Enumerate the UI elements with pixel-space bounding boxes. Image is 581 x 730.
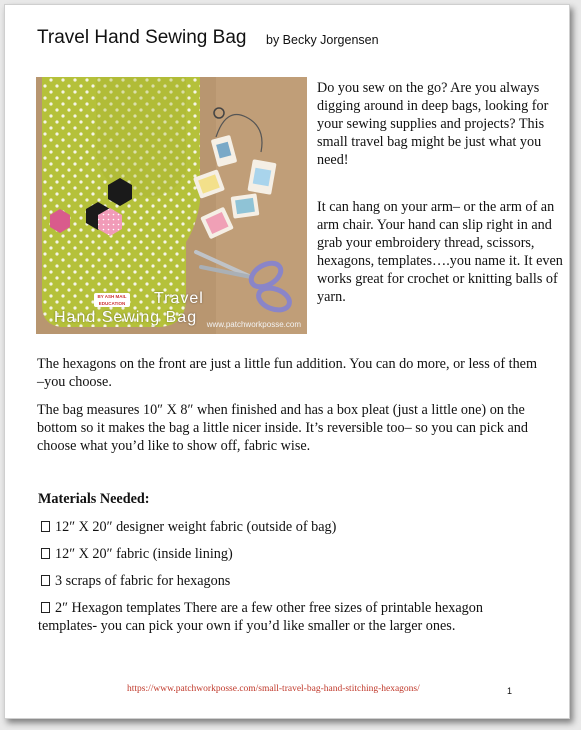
author-byline: by Becky Jorgensen [266,33,379,47]
body-text [37,355,537,465]
list-item-text: 12″ X 20″ designer weight fabric (outside of bag) [55,519,337,535]
materials-section [38,490,538,644]
badge-line-2: EDUCATION [98,301,126,306]
intro-paragraph: It can hang on your arm– or the arm of an arm chair. Your hand can slip right in and grab your embroidery thread, scissors, hexagons, templates….you name it. It even works great for crochet or knitting balls of yarn. [317,199,563,305]
checkbox-icon [41,521,50,532]
list-item [38,572,538,590]
bag-photo [36,77,307,334]
caption-line-2: Hand Sewing Bag [54,309,198,326]
page-number: 1 [507,686,513,696]
caption-line-1: Travel [154,290,204,307]
intro-paragraph: Do you sew on the go? Are you always digging around in deep bags, looking for your sewing supplies and projects? This small travel bag might be just what you need! [317,80,549,168]
document-page [4,4,570,719]
list-item-text: 3 scraps of fabric for hexagons [55,573,231,589]
body-paragraph: The hexagons on the front are just a little fun addition. You can do more, or less of them –you choose. [37,356,538,390]
badge-line-1: BY ASH MAIL [97,294,127,299]
list-item-text: 2″ Hexagon templates There are a few other free sizes of printable hexagon templates- you can pick your own if you’d like smaller or the larger ones. [38,600,483,634]
checkbox-icon [41,575,50,586]
page-title: Travel Hand Sewing Bag [37,27,247,48]
photo-caption [54,289,204,327]
list-item [38,518,538,536]
source-link[interactable]: https://www.patchworkposse.com/small-travel-bag-hand-stitching-hexagons/ [127,684,420,694]
checkbox-icon [41,548,50,559]
photo-credit: www.patchworkposse.com [206,320,301,329]
list-item-text: 12″ X 20″ fabric (inside lining) [55,546,233,562]
body-paragraph: The bag measures 10″ X 8″ when finished and has a box pleat (just a little one) on the bottom so it makes the bag a little nicer inside. It’s reversible too– so you can pick and choose what you’d like to show off, fabric wise. [37,402,528,454]
list-item [38,545,538,563]
checkbox-icon [41,602,50,613]
intro-text [317,79,567,335]
list-item [38,599,538,635]
materials-heading: Materials Needed: [38,491,150,507]
